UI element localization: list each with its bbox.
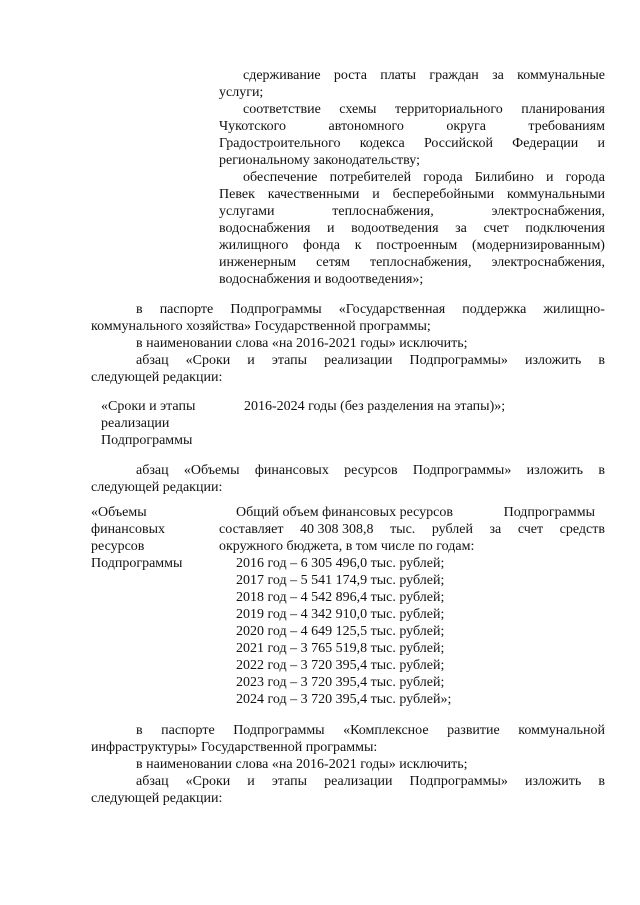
word: «Сроки [185,774,231,789]
word: Подпрограммы» [409,353,508,368]
word: планирования [521,102,605,117]
label-line: финансовых [91,522,165,537]
text-line: услуги; [219,85,264,100]
word: абзац [136,353,169,368]
text-line [219,186,605,203]
word: построенным [376,238,458,253]
text-line: коммунального хозяйства» Государственной программы; [91,319,431,334]
word: 40 308 308,8 [300,522,374,537]
word: теплоснабжения, [332,204,434,219]
word: инженерным [219,255,297,270]
text-line: следующей редакции: [91,791,223,806]
text-line: следующей редакции: [91,370,223,385]
word: Подпрограммы» [409,774,508,789]
text-line [219,237,605,254]
word: в [136,723,143,738]
word: фонда [303,238,340,253]
label-line: ресурсов [91,539,145,554]
word: к [354,238,362,253]
word: Российской [423,136,493,151]
word: счет [517,522,544,537]
word: изложить [524,774,582,789]
word: и [326,221,335,236]
word: и [372,187,380,202]
word: в [598,353,605,368]
word: коммунальными [506,187,605,202]
word: соответствие [243,102,321,117]
word: (модернизированным) [471,238,605,253]
word: качественными [267,187,360,202]
word: ресурсов [344,463,398,478]
word: подключения [525,221,605,236]
word: «Объемы [183,463,240,478]
word: кодекса [359,136,405,151]
financing-value [219,504,605,708]
text-line [219,254,605,271]
word: Подпрограммы» [412,463,512,478]
year-amount-line: 2021 год – 3 765 519,8 тыс. рублей; [236,641,445,656]
text-line: в наименовании слова «на 2016-2021 годы» исключить; [136,336,468,351]
word: средств [559,522,605,537]
word: этапы [271,774,308,789]
word: составляет [219,522,284,537]
word: Подпрограммы [230,302,322,317]
label-line: «Объемы [91,505,147,520]
word: водоснабжения [219,221,311,236]
text-line: инфраструктуры» Государственной программы: [91,740,378,755]
word: коммунальной [518,723,605,738]
word: потребителей [329,170,412,185]
word: граждан [429,68,479,83]
text-line [91,773,605,790]
word: города [565,170,605,185]
paragraph-subprogram-infrastructure [91,722,605,807]
word: Билибино [474,170,534,185]
word: и [597,136,605,151]
year-amount-line: 2018 год – 4 542 896,4 тыс. рублей; [236,590,445,605]
word: развитие [447,723,500,738]
word: теплоснабжения, [369,255,472,270]
word: жилищного [219,238,289,253]
word: требованиям [528,119,605,134]
year-amount-line: 2020 год – 4 649 125,5 тыс. рублей; [236,624,445,639]
word: платы [380,68,417,83]
word: абзац [136,463,169,478]
word: Подпрограммы [503,505,595,520]
paragraph-financing [91,462,605,496]
label-line: «Сроки и этапы [101,399,196,414]
text-line [91,722,605,739]
text-line [219,101,605,118]
text-line: в наименовании слова «на 2016-2021 годы» исключить; [136,757,468,772]
word: «Комплексное [343,723,429,738]
text-line [219,67,605,84]
word: роста [333,68,367,83]
year-amount-line: 2019 год – 4 342 910,0 тыс. рублей; [236,607,445,622]
word: за [489,522,502,537]
year-amount-line: 2024 год – 3 720 395,4 тыс. рублей»; [236,692,452,707]
word: Чукотского [219,119,286,134]
word: за [492,68,504,83]
text-line [219,504,605,521]
goals-list [219,67,605,288]
text-line: водоснабжения и водоотведения»; [219,272,424,287]
text-line [219,135,605,152]
word: Общий объем финансовых ресурсов [236,505,453,520]
word: Подпрограммы [233,723,325,738]
terms-label [101,398,241,449]
word: паспорте [159,302,214,317]
paragraph-subprogram-housing [91,301,605,386]
text-line: окружного бюджета, в том числе по годам: [219,539,475,554]
label-line: реализации [101,416,170,431]
word: реализации [324,353,393,368]
word: изложить [524,353,582,368]
word: коммунальные [517,68,605,83]
text-line [219,169,605,186]
word: абзац [136,774,169,789]
years-list [219,555,605,708]
word: этапы [271,353,308,368]
year-amount-line: 2022 год – 3 720 395,4 тыс. рублей; [236,658,445,673]
word: схемы [339,102,377,117]
word: и [546,170,554,185]
word: обеспечение [243,170,318,185]
year-amount-line: 2023 год – 3 720 395,4 тыс. рублей; [236,675,445,690]
word: в [598,463,605,478]
text-line [219,220,605,237]
label-line: Подпрограммы [91,556,183,571]
word: города [423,170,463,185]
word: сдерживание [243,68,321,83]
word: сетям [316,255,350,270]
word: услугами [219,204,275,219]
word: территориального [394,102,503,117]
word: электроснабжения, [491,255,605,270]
word: «Государственная [338,302,446,317]
text-line [91,462,605,479]
word: Градостроительного [219,136,341,151]
text-line [219,203,605,220]
word: финансовых [254,463,329,478]
word: округа [446,119,486,134]
word: поддержка [462,302,527,317]
word: реализации [324,774,393,789]
word: «Сроки [185,353,231,368]
text-line [219,118,605,135]
word: изложить [526,463,583,478]
word: водоотведения [351,221,439,236]
label-line: Подпрограммы [101,433,193,448]
word: в [598,774,605,789]
word: электроснабжения, [491,204,605,219]
word: в [136,302,143,317]
word: Певек [219,187,255,202]
year-amount-line: 2016 год – 6 305 496,0 тыс. рублей; [236,556,445,571]
word: паспорте [161,723,215,738]
text-line [219,521,605,538]
word: жилищно- [543,302,605,317]
word: тыс. [390,522,416,537]
terms-value: 2016-2024 годы (без разделения на этапы)»; [244,399,506,414]
year-amount-line: 2017 год – 5 541 174,9 тыс. рублей; [236,573,445,588]
text-line: следующей редакции: [91,480,223,495]
text-line: региональному законодательству; [219,153,421,168]
word: Федерации [512,136,579,151]
word: за [455,221,467,236]
word: и [247,774,255,789]
word: счет [483,221,509,236]
word: и [247,353,255,368]
text-line [91,301,605,318]
word: автономного [328,119,404,134]
word: бесперебойными [392,187,495,202]
financing-label [91,504,221,572]
text-line [91,352,605,369]
word: рублей [431,522,473,537]
